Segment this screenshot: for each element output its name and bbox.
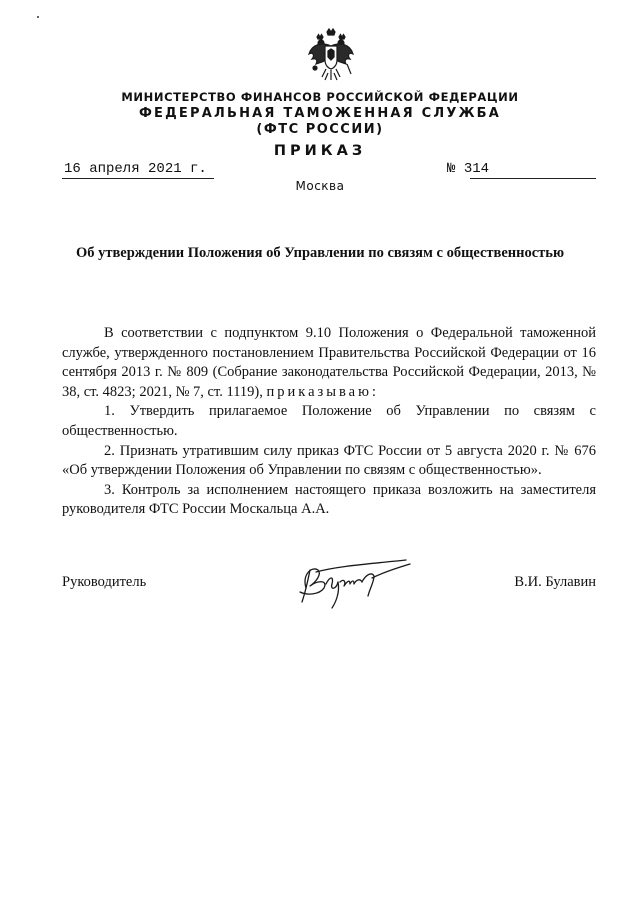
item-paragraph: 3. Контроль за исполнением настоящего приказа возложить на заместителя руководителя ФТС России Москальца А.А. [62, 481, 596, 518]
order-number [447, 161, 489, 177]
document-title: Об утверждении Положения об Управлении по связям с общественностью [75, 245, 565, 261]
number-value: 314 [463, 161, 490, 177]
coat-of-arms-icon [306, 26, 356, 84]
item-paragraph: 1. Утвердить прилагаемое Положение об Управлении по связям с общественностью. [62, 403, 596, 439]
order-date: 16 апреля 2021 г. [64, 161, 207, 177]
signatory-role: Руководитель [62, 574, 147, 590]
service-short-name: (ФТС РОССИИ) [256, 122, 384, 137]
document-type: ПРИКАЗ [273, 143, 367, 159]
intro-paragraph [62, 324, 596, 402]
handwritten-signature [288, 552, 418, 612]
scan-speck [37, 16, 39, 18]
number-label: № [447, 161, 456, 177]
city: Москва [295, 179, 345, 193]
item-paragraph: 2. Признать утратившим силу приказ ФТС России от 5 августа 2020 г. № 676 «Об утверждении Положения об Управлении по связям с общественностью». [62, 442, 596, 479]
ministry-name: МИНИСТЕРСТВО ФИНАНСОВ РОССИЙСКОЙ ФЕДЕРАЦИИ [121, 90, 519, 104]
intro-text: В соответствии с подпунктом 9.10 Положения о Федеральной таможенной службе, утвержденного постановлением Правительства Российской Федерации от 16 сентября 2013 г. № 809 (Собрание законодательства Российской Федерации, 2013, № 38, ст. 4823; 2021, № 7, ст. 1119), [62, 325, 596, 400]
signatory-name: В.И. Булавин [514, 574, 596, 590]
order-word: приказываю: [266, 383, 379, 400]
document-body [62, 324, 596, 520]
service-name: ФЕДЕРАЛЬНАЯ ТАМОЖЕННАЯ СЛУЖБА [138, 106, 502, 121]
